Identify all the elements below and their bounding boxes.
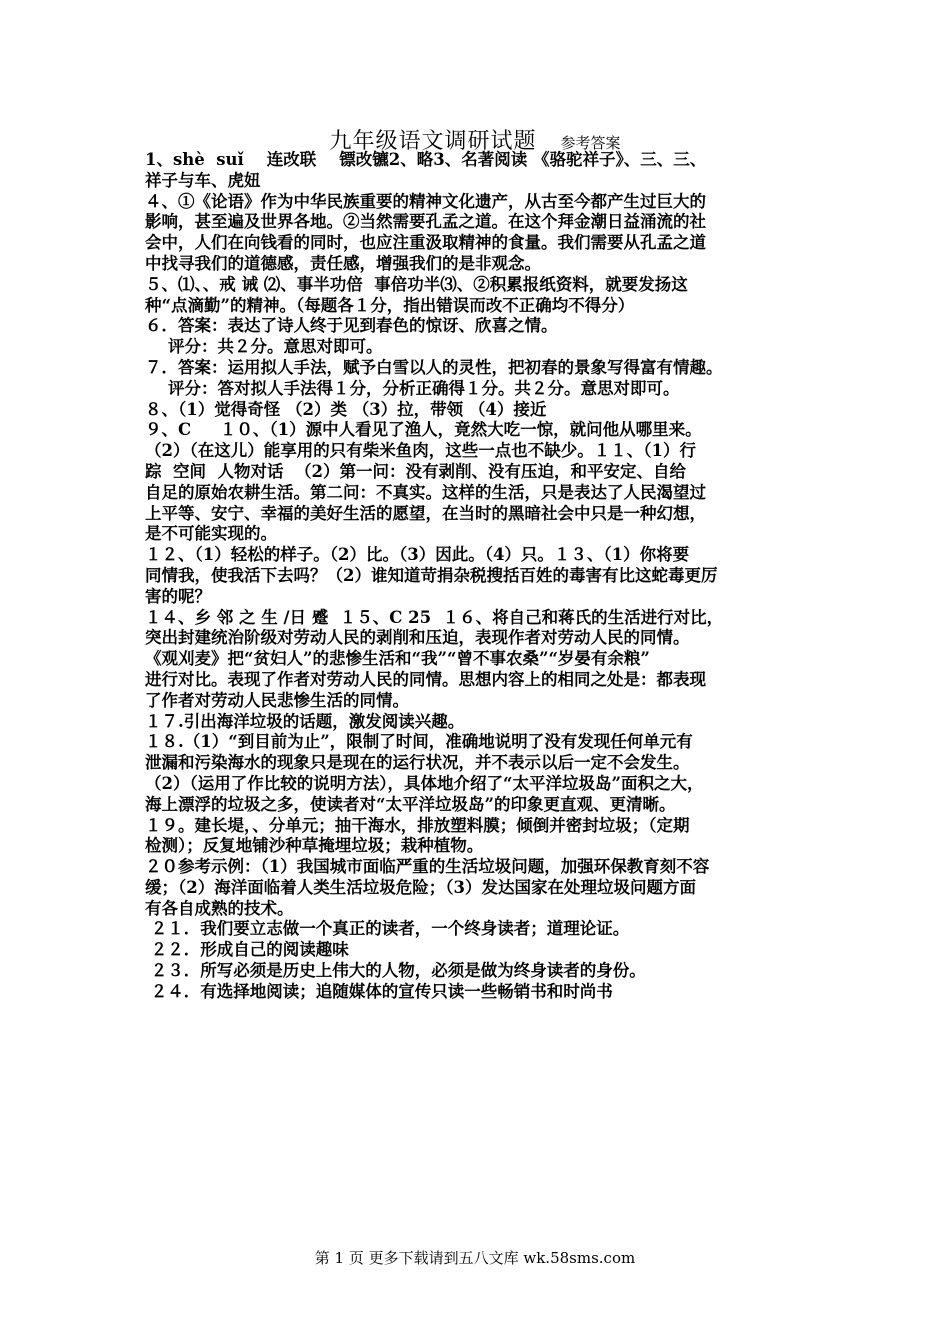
answer-line: ２２．形成自己的阅读趣味 xyxy=(145,940,349,960)
answer-line: １２、（1）轻松的样子。（2）比。（3）因此。（4）只。１３、（1）你将要 xyxy=(145,545,690,565)
answer-line: ２４．有选择地阅读；追随媒体的宣传只读一些畅销书和时尚书 xyxy=(145,981,613,1001)
answer-line: 踪 空间 人物对话 （2）第一问：没有剥削、没有压迫，和平安定、自给 xyxy=(145,461,686,481)
answer-line: 突出封建统治阶级对劳动人民的剥削和压迫，表现作者对劳动人民的同情。 xyxy=(145,628,690,648)
answer-line: 种“点滴勤”的精神。（每题各１分，指出错误而改不正确均不得分） xyxy=(145,295,635,315)
answer-line: 了作者对劳动人民悲惨生活的同情。 xyxy=(145,690,409,710)
answer-line: 评分：答对拟人手法得１分，分析正确得１分。共２分。意思对即可。 xyxy=(145,378,680,398)
answer-line: ６．答案：表达了诗人终于见到春色的惊讶、欣喜之情。 xyxy=(145,316,558,336)
answer-line: ２１．我们要立志做一个真正的读者，一个终身读者；道理论证。 xyxy=(145,919,630,939)
page-subtitle: 参考答案 xyxy=(560,134,621,152)
answer-line: 1、shè suǐ 连改联 镖改镳2、略3、名著阅读 《骆驼祥子》、三、三、 xyxy=(145,150,707,169)
answer-line: 上平等、安宁、幸福的美好生活的愿望，在当时的黑暗社会中只是一种幻想， xyxy=(145,503,706,523)
answer-line: 评分：共２分。意思对即可。 xyxy=(145,337,383,357)
answer-line: （2）（运用了作比较的说明方法），具体地介绍了“太平洋垃圾岛”面积之大， xyxy=(145,773,704,793)
answer-line: 影响，甚至遍及世界各地。②当然需要孔孟之道。在这个拜金潮日益涌流的社 xyxy=(145,212,706,232)
answer-content xyxy=(145,150,825,1003)
answer-line: 有各自成熟的技术。 xyxy=(145,898,294,918)
answer-line: 是不可能实现的。 xyxy=(145,524,277,544)
answer-line: １８.（1）“到目前为止”，限制了时间，准确地说明了没有发现任何单元有 xyxy=(145,732,693,752)
answer-line: 害的呢？ xyxy=(145,586,211,606)
answer-line: 缓；（2）海洋面临着人类生活垃圾危险；（3）发达国家在处理垃圾问题方面 xyxy=(145,877,696,897)
answer-line: １９。建长堤，、分单元；抽干海水，排放塑料膜；倾倒并密封垃圾；（定期 xyxy=(145,815,690,835)
answer-line: ８、（1）觉得奇怪 （2）类 （3）拉，带领 （4）接近 xyxy=(145,399,547,419)
answer-line: 《观刈麦》把“贫妇人”的悲惨生活和“我”“曾不事农桑”“岁晏有余粮” xyxy=(145,649,650,669)
answer-line: 泄漏和污染海水的现象只是现在的运行状况，并不表示以后一定不会发生。 xyxy=(145,753,690,773)
answer-line: 进行对比。表现了作者对劳动人民的同情。思想内容上的相同之处是：都表现 xyxy=(145,669,706,689)
answer-line: 海上漂浮的垃圾之多，使读者对“太平洋垃圾岛”的印象更直观、更清晰。 xyxy=(145,794,676,814)
answer-line: 祥子与车、虎妞 xyxy=(145,170,261,190)
answer-line: 自足的原始农耕生活。第二问：不真实。这样的生活，只是表达了人民渴望过 xyxy=(145,482,706,502)
page-title: 九年级语文调研试题 xyxy=(329,129,537,154)
answer-line: 中找寻我们的道德感，责任感，增强我们的是非观念。 xyxy=(145,253,541,273)
answer-line: 检测）；反复地铺沙种草掩埋垃圾；栽种植物。 xyxy=(145,836,484,856)
answer-line: １４、乡 邻 之 生 /日 蹙 １５、C 25 １６、将自己和蒋氏的生活进行对比， xyxy=(145,607,724,627)
answer-line: ５、⑴、、戒 诫 ⑵、事半功倍 事倍功半⑶、②积累报纸资料，就要发扬这 xyxy=(145,274,688,294)
answer-line: 同情我，使我活下去吗？（2）谁知道苛捐杂税搜括百姓的毒害有比这蛇毒更厉 xyxy=(145,565,718,585)
answer-line: ４、①《论语》作为中华民族重要的精神文化遗产，从古至今都产生过巨大的 xyxy=(145,191,706,211)
answer-line: ９、C １０、（1）源中人看见了渔人，竟然大吃一惊，就问他从哪里来。 xyxy=(145,420,702,440)
answer-line: １７.引出海洋垃圾的话题，激发阅读兴趣。 xyxy=(145,711,465,731)
answer-line: ２０参考示例：（1）我国城市面临严重的生活垃圾问题，加强环保教育刻不容 xyxy=(145,857,710,877)
answer-line: （2）（在这儿）能享用的只有柴米鱼肉，这些一点也不缺少。１１、（1）行 xyxy=(145,441,696,461)
answer-line: ７．答案：运用拟人手法，赋予白雪以人的灵性，把初春的景象写得富有情趣。 xyxy=(145,357,723,377)
page-footer: 第 1 页 更多下载请到五八文库 wk.58sms.com xyxy=(314,1249,636,1267)
answer-line: ２３．所写必须是历史上伟大的人物，必须是做为终身读者的身份。 xyxy=(145,961,646,981)
answer-line: 会中，人们在向钱看的同时，也应注重汲取精神的食量。我们需要从孔孟之道 xyxy=(145,233,706,253)
